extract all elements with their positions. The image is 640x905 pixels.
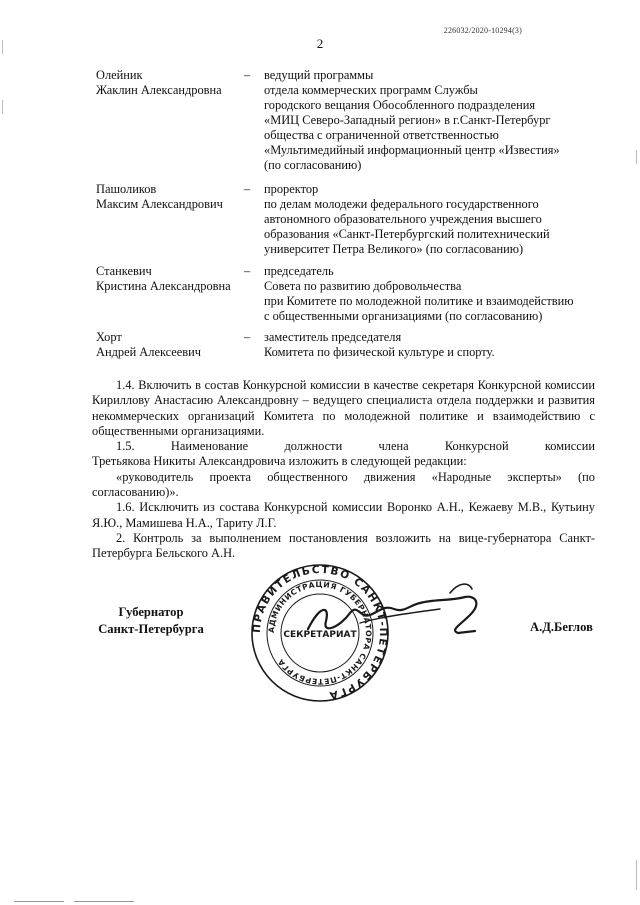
signatory-title-line2: Санкт-Петербурга <box>98 622 204 636</box>
position-line: ведущий программы <box>264 68 374 82</box>
position-line: председатель <box>264 264 334 278</box>
member-name <box>96 182 246 212</box>
position-line: заместитель председателя <box>264 330 402 344</box>
stamp-center-text: СЕКРЕТАРИАТ <box>283 630 357 640</box>
position-line: «Мультимедийный информационный центр «Известия» <box>264 143 560 157</box>
member-position <box>264 68 614 173</box>
position-line: Совета по развитию добровольчества <box>264 279 462 293</box>
signer-name: А.Д.Беглов <box>530 620 593 634</box>
position-line: Комитета по физической культуре и спорту. <box>264 345 495 359</box>
member-position <box>264 330 614 360</box>
member-dash: – <box>244 330 251 344</box>
paragraph-1-4: 1.4. Включить в состав Конкурсной комиссии в качестве секретаря Конкурсной комиссии Кириллову Анастасию Александровну – ведущего специалиста отдела поддержки и развития некоммерческих организаций Комитета по молодежной политике и взаимодействию с общественными организациями. <box>92 378 595 438</box>
member-dash: – <box>244 68 251 82</box>
position-line: по делам молодежи федерального государственного <box>264 197 539 211</box>
position-line: при Комитете по молодежной политике и взаимодействию <box>264 294 574 308</box>
position-line: «МИЦ Северо-Западный регион» в г.Санкт-Петербург <box>264 113 551 127</box>
member-name <box>96 68 246 98</box>
member-dash: – <box>244 264 251 278</box>
position-line: университет Петра Великого» (по согласованию) <box>264 242 524 256</box>
member-given-names: Жаклин Александровна <box>96 83 222 97</box>
position-line: с общественными организациями (по согласованию) <box>264 309 543 323</box>
paragraph-1-5-quote: «руководитель проекта общественного движения «Народные эксперты» (по согласованию)». <box>92 469 595 500</box>
signatory-title <box>92 604 210 638</box>
resolution-paragraphs <box>92 378 595 562</box>
bottom-rule <box>14 901 64 902</box>
page-number: 2 <box>316 36 324 51</box>
position-line: (по согласованию) <box>264 158 362 172</box>
position-line: образования «Санкт-Петербургский политехнический <box>264 227 550 241</box>
position-line: проректор <box>264 182 319 196</box>
member-surname: Хорт <box>96 330 122 344</box>
position-line: общества с ограниченной ответственностью <box>264 128 499 142</box>
position-line: городского вещания Обособленного подразделения <box>264 98 536 112</box>
member-surname: Станкевич <box>96 264 152 278</box>
scan-edge-mark <box>636 150 637 164</box>
document-number: 226032/2020-10294(3) <box>443 26 522 35</box>
signatory-title-line1: Губернатор <box>118 605 184 619</box>
member-given-names: Максим Александрович <box>96 197 223 211</box>
scan-edge-mark <box>2 100 3 114</box>
paragraph-1-5-line2: Третьякова Никиты Александровича изложить в следующей редакции: <box>92 454 467 469</box>
member-position <box>264 182 614 257</box>
handwritten-signature <box>300 575 500 655</box>
stamp-inner-text: АДМИНИСТРАЦИЯ ГУБЕРНАТОРА САНКТ-ПЕТЕРБУРГА <box>266 579 374 687</box>
member-given-names: Андрей Алексеевич <box>96 345 202 359</box>
member-surname: Олейник <box>96 68 143 82</box>
position-line: отдела коммерческих программ Службы <box>264 83 478 97</box>
member-given-names: Кристина Александровна <box>96 279 231 293</box>
scan-edge-mark <box>636 860 637 890</box>
member-name <box>96 330 246 360</box>
member-surname: Пашоликов <box>96 182 157 196</box>
bottom-rule <box>74 901 134 902</box>
paragraph-1-5-line1: 1.5. Наименование должности члена Конкурсной комиссии <box>116 439 595 454</box>
paragraph-2: 2. Контроль за выполнением постановления возложить на вице-губернатора Санкт-Петербурга Бельского А.Н. <box>92 530 595 561</box>
member-name <box>96 264 246 294</box>
stamp-outer-text: ПРАВИТЕЛЬСТВО САНКТ-ПЕТЕРБУРГА <box>250 563 390 702</box>
position-line: автономного образовательного учреждения высшего <box>264 212 542 226</box>
member-position <box>264 264 614 324</box>
paragraph-1-6: 1.6. Исключить из состава Конкурсной комиссии Воронко А.Н., Кежаеву М.В., Кутьину Я.Ю., Мамишева Н.А., Тариту Л.Г. <box>92 500 595 530</box>
member-dash: – <box>244 182 251 196</box>
